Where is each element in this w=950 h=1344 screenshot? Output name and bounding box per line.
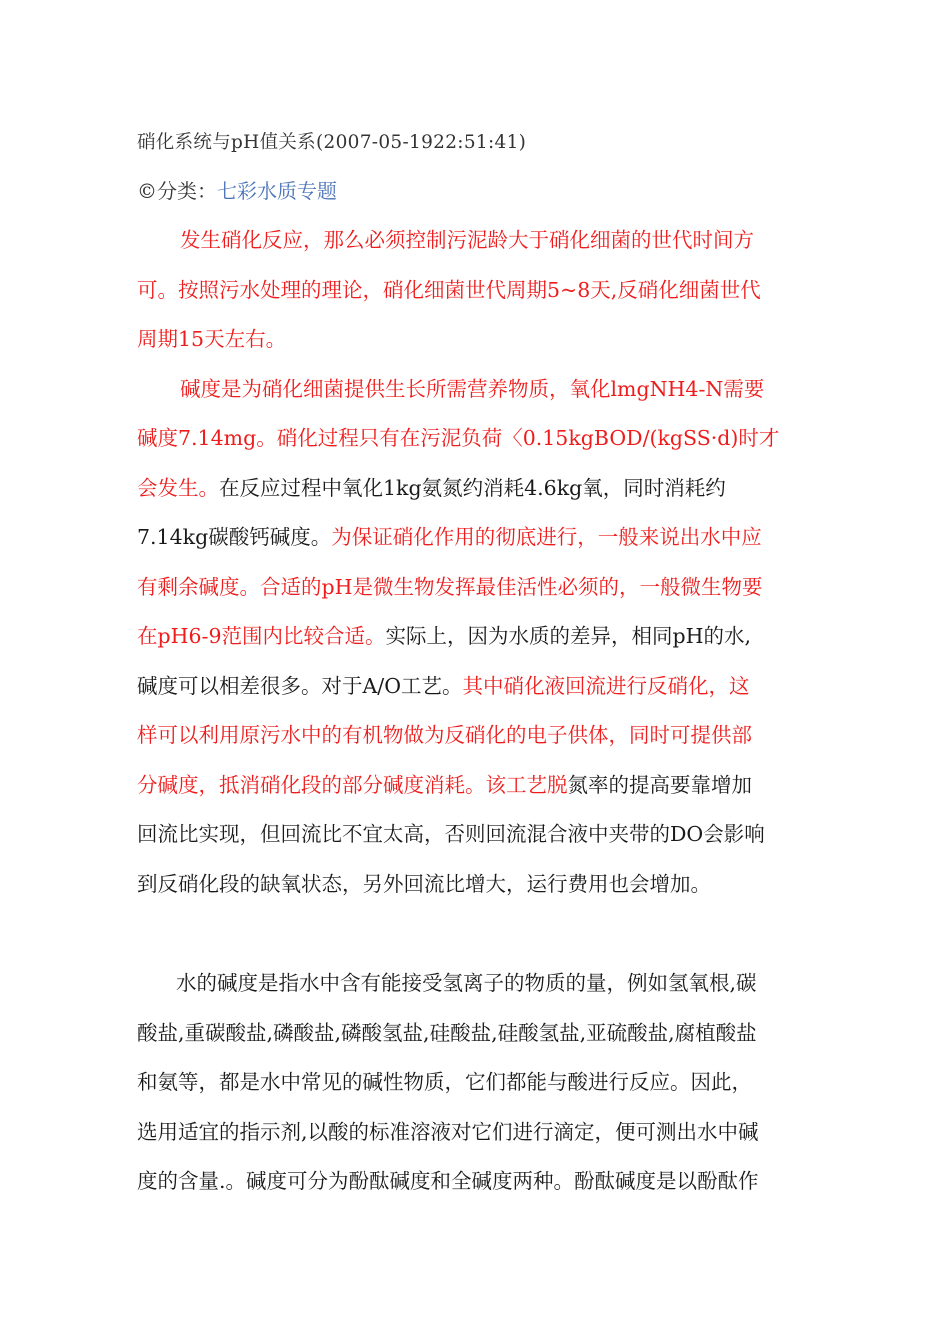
p2-line-11: 到反硝化段的缺氧状态，另外回流比增大，运行费用也会增加。 <box>137 872 711 896</box>
p2-line-7-black: 碱度可以相差很多。对于A/O工艺。 <box>137 674 463 698</box>
p2-line-8: 样可以利用原污水中的有机物做为反硝化的电子供体，同时可提供部 <box>137 723 752 747</box>
p2-line-4-black: 7.14kg碳酸钙碱度。 <box>137 525 332 549</box>
p3-line-2: 酸盐,重碳酸盐,磷酸盐,磷酸氢盐,硅酸盐,硅酸氢盐,亚硫酸盐,腐植酸盐 <box>137 1021 757 1045</box>
p2-line-5: 有剩余碱度。合适的pH是微生物发挥最佳活性必须的，一般微生物要 <box>137 575 763 599</box>
p1-line-2: 可。按照污水处理的理论，硝化细菌世代周期5~8天,反硝化细菌世代 <box>137 278 761 302</box>
p2-line-1: 碱度是为硝化细菌提供生长所需营养物质，氧化lmgNH4-N需要 <box>180 377 765 401</box>
p1-line-1: 发生硝化反应，那么必须控制污泥龄大于硝化细菌的世代时间方 <box>180 228 754 252</box>
p2-line-7 <box>137 672 750 700</box>
p2-line-7-red: 其中硝化液回流进行反硝化，这 <box>462 674 750 698</box>
p2-line-4 <box>137 523 762 551</box>
p2-line-6 <box>137 622 751 650</box>
p3-line-1: 水的碱度是指水中含有能接受氢离子的物质的量，例如氢氧根,碳 <box>176 971 757 995</box>
category-line <box>137 175 337 204</box>
p2-line-9-red: 分碱度，抵消硝化段的部分碱度消耗。该工艺脱 <box>137 773 568 797</box>
p2-line-6-black: 实际上，因为水质的差异，相同pH的水, <box>385 624 752 648</box>
p2-line-3 <box>137 474 726 502</box>
p2-line-9-black: 氮率的提高要靠增加 <box>567 773 752 797</box>
p2-line-6-red: 在pH6-9范围内比较合适。 <box>137 624 386 648</box>
p2-line-2: 碱度7.14mg。硝化过程只有在污泥负荷〈0.15kgBOD/(kgSS·d)时才 <box>137 426 780 450</box>
p1-line-3: 周期15天左右。 <box>137 327 287 351</box>
category-link[interactable]: 七彩水质专题 <box>217 179 337 203</box>
p3-line-3: 和氨等，都是水中常见的碱性物质，它们都能与酸进行反应。因此， <box>137 1070 752 1094</box>
p2-line-3-black: 在反应过程中氧化1kg氨氮约消耗4.6kg氧，同时消耗约 <box>219 476 726 500</box>
p3-line-4: 选用适宜的指示剂,以酸的标准溶液对它们进行滴定，便可测出水中碱 <box>137 1120 759 1144</box>
article-title: 硝化系统与pH值关系(2007-05-1922:51:41) <box>137 132 527 153</box>
p2-line-10: 回流比实现，但回流比不宜太高，否则回流混合液中夹带的DO会影响 <box>137 822 765 846</box>
p2-line-9 <box>137 771 752 799</box>
p3-line-5: 度的含量.。碱度可分为酚酞碱度和全碱度两种。酚酞碱度是以酚酞作 <box>137 1169 759 1193</box>
category-prefix: ©分类： <box>137 179 217 203</box>
p2-line-4-red: 为保证硝化作用的彻底进行，一般来说出水中应 <box>331 525 762 549</box>
p2-line-3-red: 会发生。 <box>137 476 219 500</box>
